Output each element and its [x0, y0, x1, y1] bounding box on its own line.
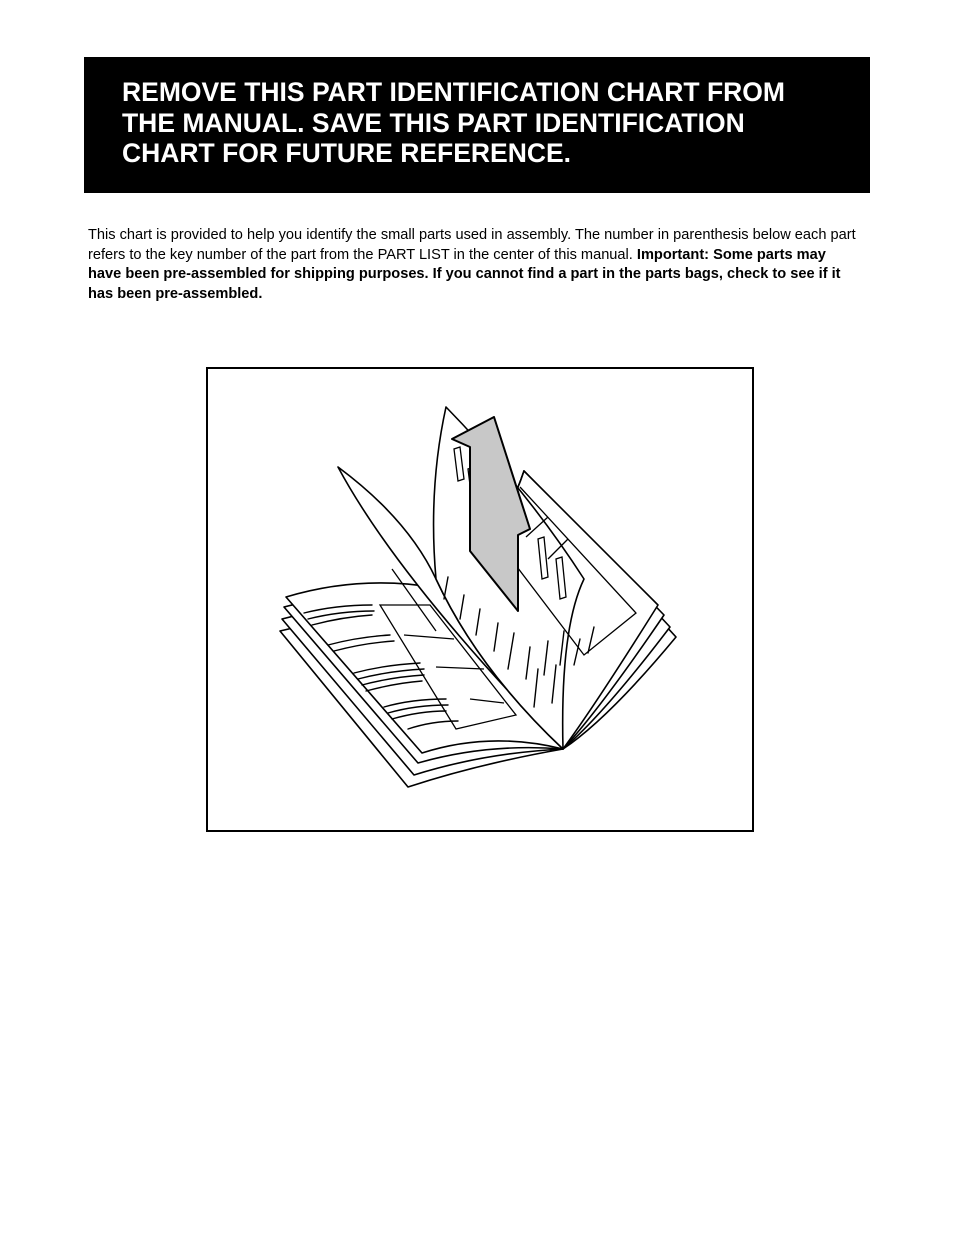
illustration-frame [206, 367, 754, 832]
manual-page-removal-illustration-icon [208, 369, 752, 830]
intro-important-text: Important: Some parts may have been pre-assembled for shipping purposes. If you cannot find a part in the parts bags, check to see if it has been pre-assembled. [88, 246, 841, 302]
banner-line-2: THE MANUAL. SAVE THIS PART IDENTIFICATION [122, 107, 745, 138]
banner-title [122, 77, 840, 169]
warning-banner [84, 57, 870, 193]
intro-text: This chart is provided to help you identify the small parts used in assembly. The number in parenthesis below each part refers to the key number of the part from the PART LIST in the center of this manual. [88, 227, 856, 263]
banner-line-1: REMOVE THIS PART IDENTIFICATION CHART FROM [122, 77, 785, 107]
banner-line-3: CHART FOR FUTURE REFERENCE. [122, 138, 572, 168]
intro-paragraph [88, 226, 862, 304]
